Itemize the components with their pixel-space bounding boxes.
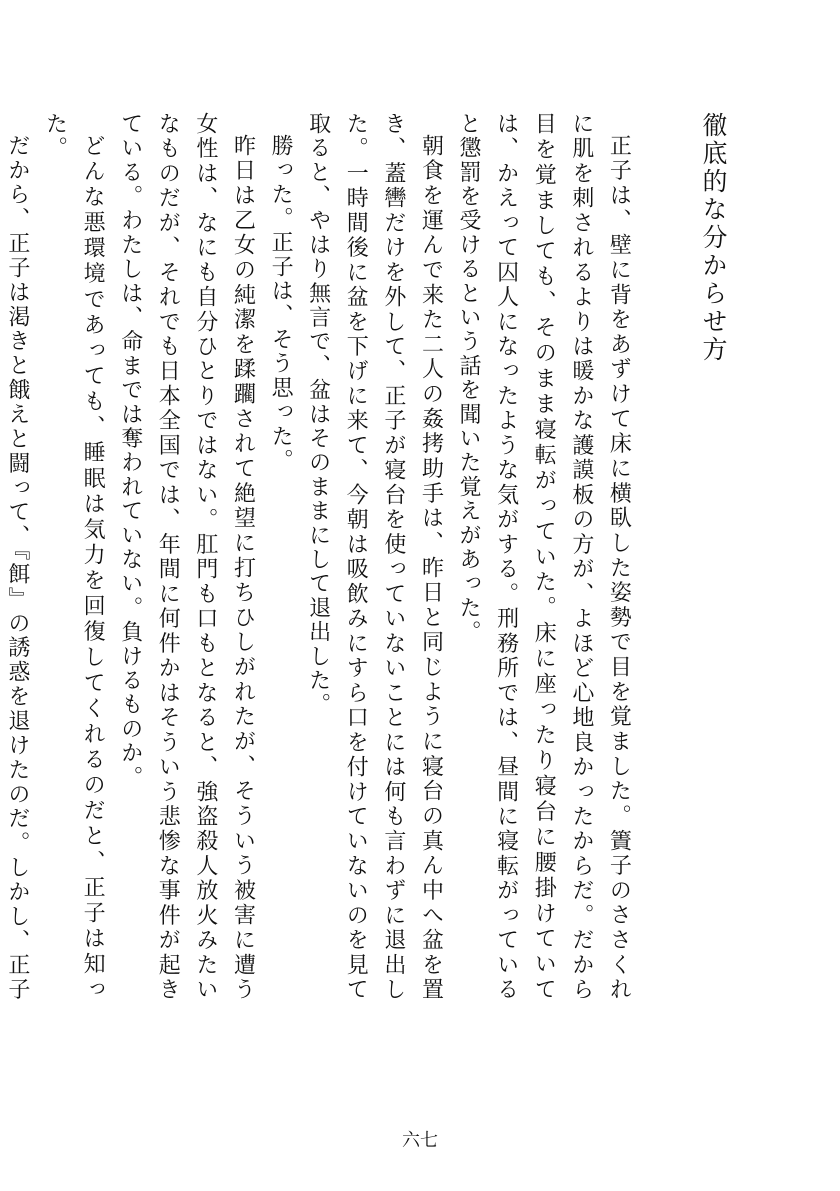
paragraph: 朝食を運んで来た二人の姦拷助手は、昨日と同じように寝台の真ん中へ盆を置き、蓋轡だけを外して、正子が寝台を使っていないことには何も言わずに退出した。一時間後に盆を下げに来て、今朝は吸飲みにすら口を付けていないのを見て取ると、やはり無言で、盆はそのままにして退出した。 [305, 112, 444, 1002]
vertical-text-block [0, 112, 732, 1002]
page-number: 六七 [402, 1130, 438, 1151]
paragraph: 正子は、壁に背をあずけて床に横臥した姿勢で目を覚ました。簀子のささくれに肌を刺されるよりは暖かな護謨板の方が、よほど心地良かったからだ。だから目を覚ましても、そのまま寝転がっていた。床に座ったり寝台に腰掛けていては、かえって囚人になったような気がする。刑務所では、昼間に寝転がっていると懲罰を受けるという話を聞いた覚えがあった。 [456, 112, 632, 1002]
paragraph: 昨日は乙女の純潔を蹂躙されて絶望に打ちひしがれたが、そういう被害に遭う女性は、なにも自分ひとりではない。肛門も口もとなると、強盗殺人放火みたいなものだが、それでも日本全国では、年間に何件かはそういう悲惨な事件が起きている。わたしは、命までは奪われていない。負けるものか。 [117, 112, 256, 1002]
paragraph: だから、正子は渇きと餓えと闘って、『餌』の誘惑を退けたのだ。しかし、正子 [4, 134, 30, 1002]
chapter-title: 徹底的な分からせ方 [699, 112, 728, 364]
paragraph: どんな悪環境であっても、睡眠は気力を回復してくれるのだと、正子は知った。 [42, 112, 106, 1002]
paragraph: 勝った。正子は、そう思った。 [268, 134, 294, 473]
